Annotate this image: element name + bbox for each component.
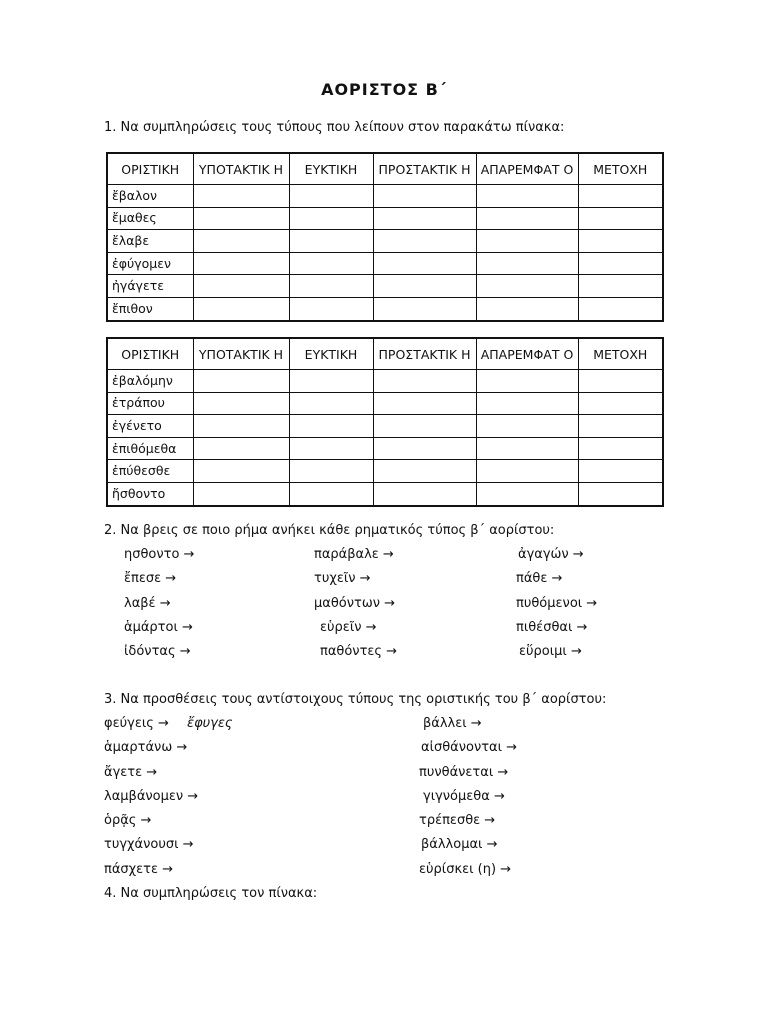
header-ypotaktiki: ΥΠΟΤΑΚΤΙΚ Η bbox=[193, 153, 289, 185]
blank-answer-cell[interactable] bbox=[373, 415, 476, 438]
verb-form-item: λαμβάνομεν → bbox=[104, 788, 199, 804]
blank-answer-cell[interactable] bbox=[289, 275, 373, 298]
blank-answer-cell[interactable] bbox=[289, 437, 373, 460]
table-row bbox=[107, 392, 663, 415]
header-aparemfato: ΑΠΑΡΕΜΦΑΤ Ο bbox=[476, 338, 578, 370]
exercise-2-column-2 bbox=[314, 543, 397, 664]
blank-answer-cell[interactable] bbox=[289, 482, 373, 505]
blank-answer-cell[interactable] bbox=[289, 370, 373, 393]
exercise-2-column-1 bbox=[124, 543, 194, 664]
blank-answer-cell[interactable] bbox=[373, 482, 476, 505]
verb-form-item: βάλλει → bbox=[423, 716, 482, 731]
verb-form-item: εὕροιμι → bbox=[519, 644, 582, 660]
header-oristiki: ΟΡΙΣΤΙΚΗ bbox=[107, 338, 193, 370]
table-row bbox=[107, 275, 663, 298]
blank-answer-cell[interactable] bbox=[476, 252, 578, 275]
table-row bbox=[107, 297, 663, 320]
blank-answer-cell[interactable] bbox=[476, 297, 578, 320]
blank-answer-cell[interactable] bbox=[373, 230, 476, 253]
verb-form-item: μαθόντων → bbox=[314, 595, 396, 611]
exercise-1-heading: 1. Να συμπληρώσεις τους τύπους που λείπουν στον παρακάτω πίνακα: bbox=[104, 120, 565, 135]
blank-answer-cell[interactable] bbox=[578, 275, 663, 298]
blank-answer-cell[interactable] bbox=[193, 460, 289, 483]
blank-answer-cell[interactable] bbox=[289, 230, 373, 253]
blank-answer-cell[interactable] bbox=[193, 415, 289, 438]
blank-answer-cell[interactable] bbox=[373, 297, 476, 320]
verb-form-item: ἔπεσε → bbox=[124, 571, 177, 587]
verb-form-prompt: φεύγεις → bbox=[104, 716, 169, 731]
verb-form-item: πυθόμενοι → bbox=[516, 595, 598, 611]
blank-answer-cell[interactable] bbox=[289, 185, 373, 208]
blank-answer-cell[interactable] bbox=[476, 185, 578, 208]
header-prostaktiki: ΠΡΟΣΤΑΚΤΙΚ Η bbox=[373, 338, 476, 370]
exercise-3-left-column bbox=[104, 712, 233, 882]
blank-answer-cell[interactable] bbox=[193, 207, 289, 230]
blank-answer-cell[interactable] bbox=[373, 252, 476, 275]
blank-answer-cell[interactable] bbox=[289, 297, 373, 320]
table-row bbox=[107, 370, 663, 393]
blank-answer-cell[interactable] bbox=[289, 460, 373, 483]
page-title: ΑΟΡΙΣΤΟΣ Β΄ bbox=[321, 80, 447, 99]
table-header-row bbox=[107, 338, 663, 370]
blank-answer-cell[interactable] bbox=[578, 415, 663, 438]
example-answer: ἔφυγες bbox=[187, 716, 233, 731]
verb-form-item: ἀγαγών → bbox=[518, 547, 584, 562]
verb-form-item: παθόντες → bbox=[320, 644, 398, 660]
table-active-voice bbox=[106, 152, 664, 322]
blank-answer-cell[interactable] bbox=[373, 392, 476, 415]
blank-answer-cell[interactable] bbox=[578, 482, 663, 505]
blank-answer-cell[interactable] bbox=[578, 297, 663, 320]
verb-form-cell: ἐγένετο bbox=[107, 415, 193, 438]
verb-form-item: πυνθάνεται → bbox=[419, 764, 509, 780]
blank-answer-cell[interactable] bbox=[578, 392, 663, 415]
blank-answer-cell[interactable] bbox=[193, 392, 289, 415]
verb-form-item bbox=[104, 712, 233, 736]
verb-form-item: γιγνόμεθα → bbox=[423, 788, 505, 804]
verb-form-item: αἰσθάνονται → bbox=[421, 740, 518, 756]
blank-answer-cell[interactable] bbox=[578, 185, 663, 208]
verb-form-cell: ἐπιθόμεθα bbox=[107, 437, 193, 460]
blank-answer-cell[interactable] bbox=[193, 252, 289, 275]
blank-answer-cell[interactable] bbox=[476, 370, 578, 393]
blank-answer-cell[interactable] bbox=[476, 207, 578, 230]
exercise-3-heading: 3. Να προσθέσεις τους αντίστοιχους τύπους της οριστικής του β΄ αορίστου: bbox=[104, 692, 607, 707]
blank-answer-cell[interactable] bbox=[193, 370, 289, 393]
table-row bbox=[107, 482, 663, 505]
header-metoxi: ΜΕΤΟΧΗ bbox=[578, 338, 663, 370]
verb-form-item: ἁμαρτάνω → bbox=[104, 740, 188, 756]
verb-form-item: πάθε → bbox=[516, 571, 563, 587]
verb-form-cell: ἠγάγετε bbox=[107, 275, 193, 298]
blank-answer-cell[interactable] bbox=[578, 370, 663, 393]
blank-answer-cell[interactable] bbox=[373, 275, 476, 298]
exercise-4-heading: 4. Να συμπληρώσεις τον πίνακα: bbox=[104, 886, 318, 901]
verb-form-cell: ἐφύγομεν bbox=[107, 252, 193, 275]
header-aparemfato: ΑΠΑΡΕΜΦΑΤ Ο bbox=[476, 153, 578, 185]
verb-form-cell: ἐπύθεσθε bbox=[107, 460, 193, 483]
blank-answer-cell[interactable] bbox=[476, 437, 578, 460]
blank-answer-cell[interactable] bbox=[476, 415, 578, 438]
blank-answer-cell[interactable] bbox=[476, 392, 578, 415]
header-ypotaktiki: ΥΠΟΤΑΚΤΙΚ Η bbox=[193, 338, 289, 370]
header-euktiki: ΕΥΚΤΙΚΗ bbox=[289, 338, 373, 370]
blank-answer-cell[interactable] bbox=[476, 482, 578, 505]
blank-answer-cell[interactable] bbox=[373, 207, 476, 230]
verb-form-item: ὁρᾷς → bbox=[104, 813, 152, 829]
blank-answer-cell[interactable] bbox=[578, 252, 663, 275]
blank-answer-cell[interactable] bbox=[476, 275, 578, 298]
blank-answer-cell[interactable] bbox=[373, 460, 476, 483]
verb-form-item: τυχεῖν → bbox=[314, 571, 371, 587]
blank-answer-cell[interactable] bbox=[193, 275, 289, 298]
blank-answer-cell[interactable] bbox=[578, 460, 663, 483]
blank-answer-cell[interactable] bbox=[373, 437, 476, 460]
blank-answer-cell[interactable] bbox=[578, 207, 663, 230]
blank-answer-cell[interactable] bbox=[193, 437, 289, 460]
verb-form-cell: ἔβαλον bbox=[107, 185, 193, 208]
table-middle-voice bbox=[106, 337, 664, 507]
blank-answer-cell[interactable] bbox=[373, 370, 476, 393]
exercise-2-heading: 2. Να βρεις σε ποιο ρήμα ανήκει κάθε ρηματικός τύπος β΄ αορίστου: bbox=[104, 523, 555, 538]
verb-form-cell: ἔμαθες bbox=[107, 207, 193, 230]
verb-form-cell: ἔπιθον bbox=[107, 297, 193, 320]
verb-form-item: παράβαλε → bbox=[314, 547, 394, 562]
blank-answer-cell[interactable] bbox=[578, 230, 663, 253]
table-row bbox=[107, 230, 663, 253]
verb-form-item: εὑρεῖν → bbox=[320, 619, 377, 635]
blank-answer-cell[interactable] bbox=[578, 437, 663, 460]
blank-answer-cell[interactable] bbox=[289, 207, 373, 230]
verb-form-item: λαβέ → bbox=[124, 595, 171, 611]
verb-form-cell: ἔλαβε bbox=[107, 230, 193, 253]
blank-answer-cell[interactable] bbox=[289, 415, 373, 438]
verb-form-item: ἁμάρτοι → bbox=[124, 619, 193, 635]
blank-answer-cell[interactable] bbox=[193, 297, 289, 320]
verb-form-item: ἰδόντας → bbox=[124, 644, 191, 660]
verb-form-item: πιθέσθαι → bbox=[516, 619, 588, 635]
verb-form-item: πάσχετε → bbox=[104, 861, 174, 877]
table-row bbox=[107, 460, 663, 483]
verb-form-item: τρέπεσθε → bbox=[419, 813, 496, 829]
header-metoxi: ΜΕΤΟΧΗ bbox=[578, 153, 663, 185]
verb-form-item: βάλλομαι → bbox=[421, 837, 498, 853]
verb-form-item: εὑρίσκει (η) → bbox=[419, 861, 512, 877]
blank-answer-cell[interactable] bbox=[289, 252, 373, 275]
verb-form-cell: ἤσθοντο bbox=[107, 482, 193, 505]
table-row bbox=[107, 207, 663, 230]
table-row bbox=[107, 437, 663, 460]
header-prostaktiki: ΠΡΟΣΤΑΚΤΙΚ Η bbox=[373, 153, 476, 185]
blank-answer-cell[interactable] bbox=[476, 460, 578, 483]
blank-answer-cell[interactable] bbox=[373, 185, 476, 208]
blank-answer-cell[interactable] bbox=[193, 482, 289, 505]
table-row bbox=[107, 415, 663, 438]
table-row bbox=[107, 252, 663, 275]
exercise-2-column-3 bbox=[516, 543, 597, 664]
verb-form-item: ἄγετε → bbox=[104, 764, 158, 780]
header-euktiki: ΕΥΚΤΙΚΗ bbox=[289, 153, 373, 185]
blank-answer-cell[interactable] bbox=[193, 185, 289, 208]
blank-answer-cell[interactable] bbox=[193, 230, 289, 253]
verb-form-cell: ἐτράπου bbox=[107, 392, 193, 415]
exercise-3-right-column bbox=[419, 712, 517, 882]
table-header-row bbox=[107, 153, 663, 185]
verb-form-item: ησθοντο → bbox=[124, 547, 195, 562]
header-oristiki: ΟΡΙΣΤΙΚΗ bbox=[107, 153, 193, 185]
verb-form-cell: ἐβαλόμην bbox=[107, 370, 193, 393]
blank-answer-cell[interactable] bbox=[289, 392, 373, 415]
blank-answer-cell[interactable] bbox=[476, 230, 578, 253]
table-row bbox=[107, 185, 663, 208]
verb-form-item: τυγχάνουσι → bbox=[104, 837, 194, 853]
